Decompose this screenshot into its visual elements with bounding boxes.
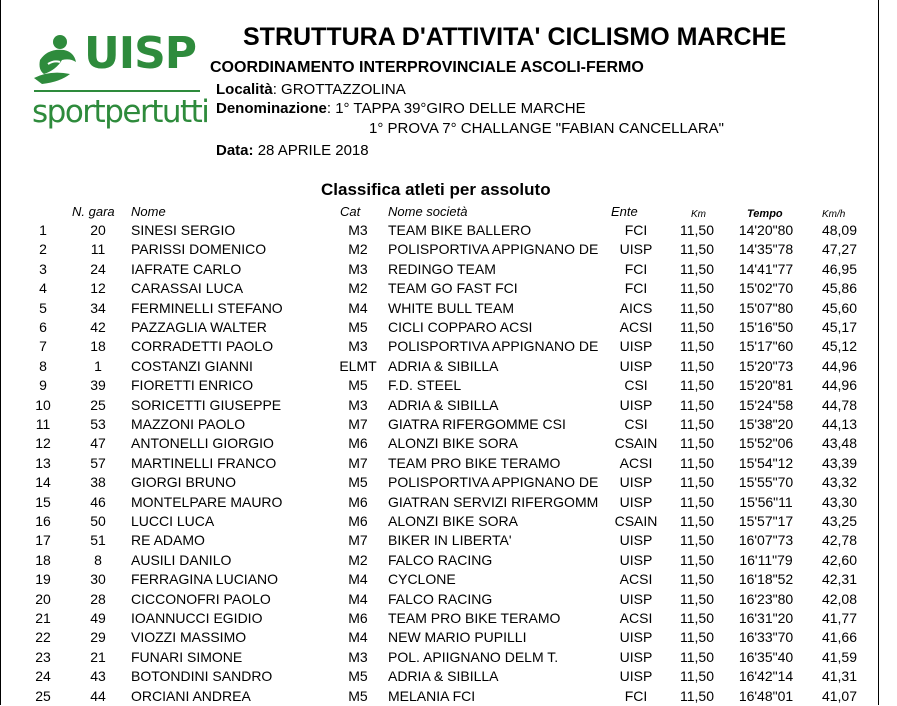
position-cell: 9 <box>39 377 47 394</box>
logo-brand: UISP <box>84 28 197 79</box>
race-number-cell: 42 <box>90 319 106 335</box>
club-cell: TEAM PRO BIKE TERAMO <box>388 454 561 471</box>
athlete-name-cell: ANTONELLI GIORGIO <box>131 435 274 452</box>
time-cell: 15'55"70 <box>738 474 794 491</box>
race-number-cell: 38 <box>90 474 106 491</box>
position-cell: 1 <box>39 222 47 238</box>
position-cell: 10 <box>35 396 51 413</box>
time-cell: 15'20"81 <box>738 377 794 394</box>
category-cell: M6 <box>348 610 368 626</box>
category-cell: M3 <box>348 260 368 277</box>
table-row <box>0 512 897 531</box>
race-number-cell: 46 <box>90 493 106 510</box>
race-number-cell: 18 <box>90 338 106 355</box>
distance-cell: 11,50 <box>680 629 714 646</box>
time-cell: 15'20"73 <box>738 357 794 374</box>
data-value: 28 APRILE 2018 <box>257 142 369 159</box>
category-cell: M5 <box>348 377 368 394</box>
localita-label: Località <box>216 81 273 98</box>
category-cell: M4 <box>348 629 368 646</box>
speed-cell: 47,27 <box>821 241 857 258</box>
position-cell: 6 <box>39 319 47 335</box>
club-cell: POLISPORTIVA APPIGNANO DE <box>388 474 599 491</box>
category-cell: M6 <box>348 435 368 452</box>
table-row <box>0 551 897 570</box>
speed-cell: 42,31 <box>821 571 857 588</box>
race-number-cell: 24 <box>90 260 106 277</box>
time-cell: 16'31"20 <box>738 610 794 626</box>
time-cell: 15'52"06 <box>738 435 794 452</box>
time-cell: 15'56"11 <box>739 493 793 510</box>
entity-cell: ACSI <box>619 454 653 471</box>
logo-tagline: sportpertutti <box>32 94 209 130</box>
table-row <box>0 415 897 434</box>
table-row <box>0 687 897 706</box>
speed-cell: 45,12 <box>821 338 857 355</box>
col-header-kmh: Km/h <box>822 209 846 220</box>
table-row <box>0 337 897 356</box>
table-row <box>0 299 897 318</box>
entity-cell: CSI <box>624 377 648 394</box>
race-number-cell: 44 <box>90 687 106 704</box>
time-cell: 16'18"52 <box>738 571 794 588</box>
club-cell: NEW MARIO PUPILLI <box>388 629 527 646</box>
club-cell: BIKER IN LIBERTA' <box>388 532 512 549</box>
race-number-cell: 39 <box>90 377 106 394</box>
athlete-name-cell: SINESI SERGIO <box>131 222 236 238</box>
denominazione-value-2: 1° PROVA 7° CHALLANGE "FABIAN CANCELLARA" <box>369 120 724 137</box>
time-cell: 15'07"80 <box>738 299 794 316</box>
club-cell: MELANIA FCI <box>388 687 476 704</box>
distance-cell: 11,50 <box>680 610 714 626</box>
speed-cell: 43,48 <box>821 435 857 452</box>
position-cell: 2 <box>39 241 47 258</box>
athlete-name-cell: SORICETTI GIUSEPPE <box>131 396 282 413</box>
table-row <box>0 667 897 686</box>
table-row <box>0 357 897 376</box>
speed-cell: 41,31 <box>821 668 857 685</box>
time-cell: 16'07"73 <box>738 532 794 549</box>
entity-cell: UISP <box>619 396 653 413</box>
entity-cell: UISP <box>619 532 653 549</box>
time-cell: 15'54"12 <box>738 454 794 471</box>
entity-cell: FCI <box>624 687 648 704</box>
speed-cell: 43,25 <box>821 513 857 529</box>
club-cell: WHITE BULL TEAM <box>388 299 515 316</box>
distance-cell: 11,50 <box>680 241 714 258</box>
entity-cell: UISP <box>619 493 653 510</box>
entity-cell: UISP <box>619 357 653 374</box>
position-cell: 13 <box>35 454 51 471</box>
athlete-name-cell: IAFRATE CARLO <box>131 260 242 277</box>
distance-cell: 11,50 <box>680 338 714 355</box>
table-row <box>0 609 897 628</box>
club-cell: FALCO RACING <box>388 551 493 568</box>
denominazione-value: : 1° TAPPA 39°GIRO DELLE MARCHE <box>326 100 586 117</box>
club-cell: CICLI COPPARO ACSI <box>388 319 533 335</box>
club-cell: ALONZI BIKE SORA <box>388 435 518 452</box>
race-number-cell: 43 <box>90 668 106 685</box>
table-row <box>0 590 897 609</box>
club-cell: POLISPORTIVA APPIGNANO DE <box>388 338 599 355</box>
category-cell: ELMT <box>339 357 377 374</box>
race-number-cell: 25 <box>90 396 106 413</box>
category-cell: M5 <box>348 687 368 704</box>
category-cell: M7 <box>348 454 368 471</box>
table-row <box>0 454 897 473</box>
speed-cell: 43,30 <box>821 493 857 510</box>
table-row <box>0 240 897 259</box>
col-header-km: Km <box>691 209 706 220</box>
time-cell: 14'41"77 <box>738 260 794 277</box>
athlete-name-cell: CICCONOFRI PAOLO <box>131 590 271 607</box>
athlete-name-cell: MONTELPARE MAURO <box>131 493 283 510</box>
entity-cell: CSAIN <box>614 513 658 529</box>
table-row <box>0 434 897 453</box>
col-header-soc: Nome società <box>388 204 468 219</box>
distance-cell: 11,50 <box>680 687 714 704</box>
speed-cell: 43,39 <box>821 454 857 471</box>
denominazione-line <box>216 99 586 118</box>
table-row <box>0 279 897 298</box>
race-number-cell: 20 <box>90 222 106 238</box>
athlete-name-cell: ORCIANI ANDREA <box>131 687 251 704</box>
distance-cell: 11,50 <box>680 396 714 413</box>
distance-cell: 11,50 <box>680 357 714 374</box>
race-number-cell: 34 <box>90 299 106 316</box>
race-number-cell: 50 <box>90 513 106 529</box>
table-row <box>0 648 897 667</box>
entity-cell: ACSI <box>619 571 653 588</box>
localita-value: : GROTTAZZOLINA <box>272 81 406 98</box>
position-cell: 22 <box>35 629 51 646</box>
entity-cell: CSAIN <box>614 435 658 452</box>
speed-cell: 45,60 <box>821 299 857 316</box>
time-cell: 15'17"60 <box>738 338 794 355</box>
distance-cell: 11,50 <box>680 648 714 665</box>
position-cell: 14 <box>35 474 51 491</box>
entity-cell: UISP <box>619 474 653 491</box>
col-header-time: Tempo <box>747 208 783 220</box>
club-cell: ADRIA & SIBILLA <box>388 668 499 685</box>
time-cell: 15'57"17 <box>738 513 794 529</box>
club-cell: ADRIA & SIBILLA <box>388 357 499 374</box>
position-cell: 21 <box>35 610 51 626</box>
position-cell: 25 <box>35 687 51 704</box>
speed-cell: 44,96 <box>821 357 857 374</box>
table-row <box>0 376 897 395</box>
entity-cell: FCI <box>624 280 648 297</box>
race-number-cell: 53 <box>90 416 106 432</box>
athlete-name-cell: CARASSAI LUCA <box>131 280 244 297</box>
distance-cell: 11,50 <box>680 493 714 510</box>
data-line <box>216 141 369 160</box>
category-cell: M2 <box>348 280 368 297</box>
distance-cell: 11,50 <box>680 590 714 607</box>
position-cell: 23 <box>35 648 51 665</box>
time-cell: 16'42"14 <box>738 668 794 685</box>
distance-cell: 11,50 <box>680 571 714 588</box>
category-cell: M5 <box>348 474 368 491</box>
club-cell: ADRIA & SIBILLA <box>388 396 499 413</box>
race-number-cell: 30 <box>90 571 106 588</box>
speed-cell: 41,77 <box>821 610 857 626</box>
entity-cell: CSI <box>624 416 648 432</box>
entity-cell: UISP <box>619 551 653 568</box>
col-header-cat: Cat <box>340 204 361 219</box>
time-cell: 15'24"58 <box>738 396 794 413</box>
club-cell: TEAM GO FAST FCI <box>388 280 518 297</box>
time-cell: 16'35"40 <box>738 648 794 665</box>
athlete-name-cell: CORRADETTI PAOLO <box>131 338 274 355</box>
race-number-cell: 11 <box>90 241 106 258</box>
athlete-name-cell: PARISSI DOMENICO <box>131 241 267 258</box>
position-cell: 8 <box>39 357 47 374</box>
athlete-name-cell: RE ADAMO <box>131 532 205 549</box>
entity-cell: AICS <box>619 299 653 316</box>
club-cell: REDINGO TEAM <box>388 260 496 277</box>
speed-cell: 41,66 <box>821 629 857 646</box>
athlete-name-cell: FERMINELLI STEFANO <box>131 299 283 316</box>
category-cell: M7 <box>348 416 368 432</box>
table-row <box>0 570 897 589</box>
page-title: STRUTTURA D'ATTIVITA' CICLISMO MARCHE <box>243 23 787 51</box>
entity-cell: ACSI <box>619 319 653 335</box>
speed-cell: 41,07 <box>821 687 857 704</box>
athlete-name-cell: GIORGI BRUNO <box>131 474 237 491</box>
athlete-name-cell: MARTINELLI FRANCO <box>131 454 277 471</box>
position-cell: 3 <box>39 260 47 277</box>
entity-cell: UISP <box>619 648 653 665</box>
distance-cell: 11,50 <box>680 551 714 568</box>
time-cell: 16'11"79 <box>739 551 793 568</box>
race-number-cell: 28 <box>90 590 106 607</box>
distance-cell: 11,50 <box>680 319 714 335</box>
speed-cell: 46,95 <box>821 260 857 277</box>
athlete-name-cell: FUNARI SIMONE <box>131 648 243 665</box>
distance-cell: 11,50 <box>680 299 714 316</box>
race-number-cell: 21 <box>90 648 106 665</box>
table-row <box>0 260 897 279</box>
club-cell: POLISPORTIVA APPIGNANO DE <box>388 241 599 258</box>
race-number-cell: 47 <box>90 435 106 452</box>
distance-cell: 11,50 <box>680 435 714 452</box>
denominazione-label: Denominazione <box>216 100 327 117</box>
time-cell: 16'33"70 <box>738 629 794 646</box>
race-number-cell: 57 <box>90 454 106 471</box>
entity-cell: FCI <box>624 222 648 238</box>
position-cell: 16 <box>35 513 51 529</box>
distance-cell: 11,50 <box>680 532 714 549</box>
speed-cell: 41,59 <box>821 648 857 665</box>
speed-cell: 44,96 <box>821 377 857 394</box>
uisp-logo <box>30 28 210 148</box>
position-cell: 5 <box>39 299 47 316</box>
category-cell: M2 <box>348 241 368 258</box>
localita-line <box>216 80 406 99</box>
time-cell: 15'38"20 <box>738 416 794 432</box>
race-number-cell: 12 <box>90 280 106 297</box>
time-cell: 16'23"80 <box>738 590 794 607</box>
col-header-name: Nome <box>131 204 166 219</box>
page-subtitle: COORDINAMENTO INTERPROVINCIALE ASCOLI-FERMO <box>210 59 644 76</box>
col-header-ente: Ente <box>611 204 638 219</box>
athlete-name-cell: BOTONDINI SANDRO <box>131 668 273 685</box>
speed-cell: 42,78 <box>821 532 857 549</box>
table-row <box>0 318 897 337</box>
table-row <box>0 531 897 550</box>
distance-cell: 11,50 <box>680 222 714 238</box>
position-cell: 19 <box>35 571 51 588</box>
position-cell: 7 <box>39 338 47 355</box>
speed-cell: 42,08 <box>821 590 857 607</box>
club-cell: CYCLONE <box>388 571 456 588</box>
table-row <box>0 493 897 512</box>
position-cell: 24 <box>35 668 51 685</box>
category-cell: M5 <box>348 319 368 335</box>
position-cell: 11 <box>35 416 51 432</box>
athlete-name-cell: LUCCI LUCA <box>131 513 215 529</box>
club-cell: FALCO RACING <box>388 590 493 607</box>
position-cell: 17 <box>35 532 51 549</box>
category-cell: M4 <box>348 299 368 316</box>
distance-cell: 11,50 <box>680 416 714 432</box>
speed-cell: 44,13 <box>821 416 857 432</box>
distance-cell: 11,50 <box>680 513 714 529</box>
distance-cell: 11,50 <box>680 280 714 297</box>
athlete-name-cell: FERRAGINA LUCIANO <box>131 571 279 588</box>
athlete-name-cell: PAZZAGLIA WALTER <box>131 319 267 335</box>
speed-cell: 45,86 <box>821 280 857 297</box>
distance-cell: 11,50 <box>680 454 714 471</box>
athlete-name-cell: FIORETTI ENRICO <box>131 377 254 394</box>
table-row <box>0 628 897 647</box>
speed-cell: 43,32 <box>821 474 857 491</box>
time-cell: 14'20"80 <box>738 222 794 238</box>
athlete-name-cell: COSTANZI GIANNI <box>131 357 253 374</box>
position-cell: 20 <box>35 590 51 607</box>
category-cell: M3 <box>348 396 368 413</box>
speed-cell: 45,17 <box>821 319 857 335</box>
entity-cell: UISP <box>619 629 653 646</box>
athlete-name-cell: AUSILI DANILO <box>131 551 232 568</box>
position-cell: 4 <box>39 280 47 297</box>
entity-cell: UISP <box>619 338 653 355</box>
club-cell: TEAM PRO BIKE TERAMO <box>388 610 561 626</box>
category-cell: M4 <box>348 571 368 588</box>
speed-cell: 44,78 <box>821 396 857 413</box>
table-row <box>0 221 897 240</box>
time-cell: 14'35"78 <box>738 241 794 258</box>
race-number-cell: 51 <box>90 532 106 549</box>
race-number-cell: 1 <box>94 357 102 374</box>
position-cell: 15 <box>35 493 51 510</box>
category-cell: M2 <box>348 551 368 568</box>
time-cell: 16'48"01 <box>738 687 794 704</box>
athlete-name-cell: VIOZZI MASSIMO <box>131 629 247 646</box>
position-cell: 18 <box>35 551 51 568</box>
entity-cell: UISP <box>619 241 653 258</box>
club-cell: ALONZI BIKE SORA <box>388 513 518 529</box>
position-cell: 12 <box>35 435 51 452</box>
club-cell: GIATRA RIFERGOMME CSI <box>388 416 566 432</box>
club-cell: TEAM BIKE BALLERO <box>388 222 532 238</box>
table-row <box>0 473 897 492</box>
section-title: Classifica atleti per assoluto <box>321 180 551 199</box>
distance-cell: 11,50 <box>680 474 714 491</box>
distance-cell: 11,50 <box>680 668 714 685</box>
category-cell: M3 <box>348 222 368 238</box>
col-header-num: N. gara <box>72 204 115 219</box>
time-cell: 15'16"50 <box>738 319 794 335</box>
entity-cell: UISP <box>619 590 653 607</box>
category-cell: M6 <box>348 513 368 529</box>
distance-cell: 11,50 <box>680 377 714 394</box>
table-row <box>0 396 897 415</box>
time-cell: 15'02"70 <box>738 280 794 297</box>
entity-cell: UISP <box>619 668 653 685</box>
athlete-name-cell: IOANNUCCI EGIDIO <box>131 610 263 626</box>
athlete-name-cell: MAZZONI PAOLO <box>131 416 246 432</box>
category-cell: M3 <box>348 338 368 355</box>
data-label: Data: <box>216 142 254 159</box>
category-cell: M6 <box>348 493 368 510</box>
cyclist-icon <box>30 30 82 86</box>
category-cell: M5 <box>348 668 368 685</box>
category-cell: M3 <box>348 648 368 665</box>
category-cell: M4 <box>348 590 368 607</box>
category-cell: M7 <box>348 532 368 549</box>
distance-cell: 11,50 <box>680 260 714 277</box>
speed-cell: 48,09 <box>821 222 857 238</box>
race-number-cell: 29 <box>90 629 106 646</box>
speed-cell: 42,60 <box>821 551 857 568</box>
race-number-cell: 49 <box>90 610 106 626</box>
club-cell: F.D. STEEL <box>388 377 462 394</box>
club-cell: POL. APIIGNANO DELM T. <box>388 648 559 665</box>
entity-cell: FCI <box>624 260 648 277</box>
club-cell: GIATRAN SERVIZI RIFERGOMM <box>388 493 599 510</box>
race-number-cell: 8 <box>94 551 102 568</box>
entity-cell: ACSI <box>619 610 653 626</box>
